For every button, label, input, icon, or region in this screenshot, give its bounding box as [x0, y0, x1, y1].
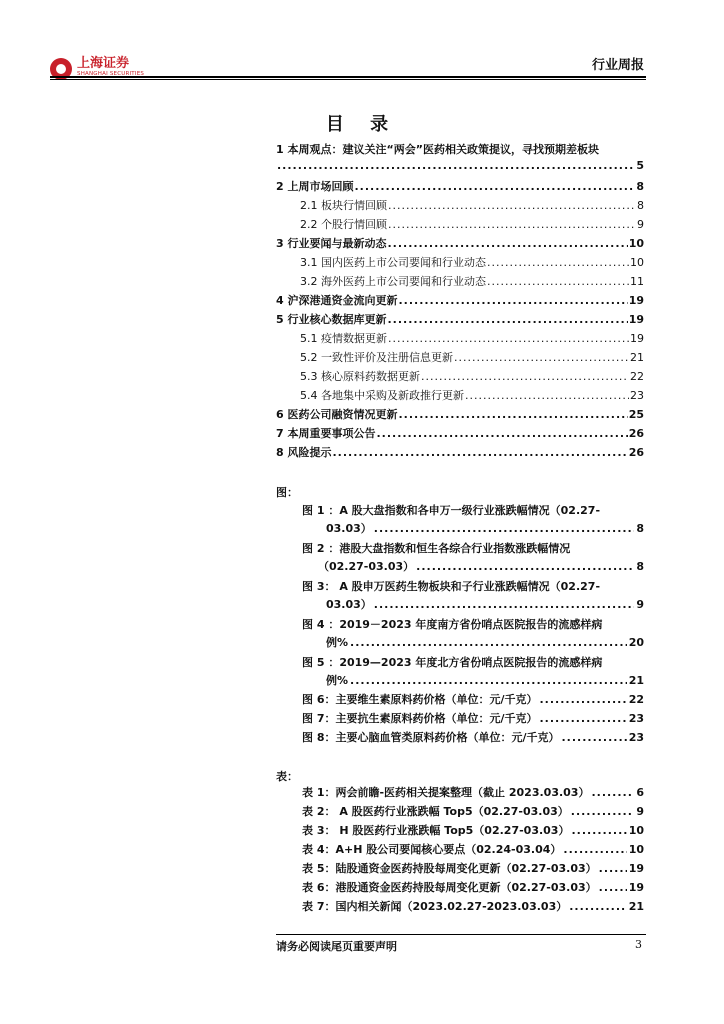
leader-dots	[563, 843, 626, 856]
toc-entry-label: 5.4 各地集中采购及新政推行更新	[300, 389, 464, 402]
figure-page: 23	[628, 731, 644, 744]
table-label: 表 7：国内相关新闻（2023.02.27-2023.03.03）	[302, 900, 568, 913]
table-entry[interactable]	[302, 803, 644, 822]
toc-entry-page: 23	[630, 389, 644, 402]
toc-entry-label: 5.3 核心原料药数据更新	[300, 370, 420, 383]
toc-entry-label: 7 本周重要事项公告	[276, 427, 376, 440]
toc-entry-label: 3 行业要闻与最新动态	[276, 237, 387, 250]
toc-entry[interactable]	[276, 387, 644, 406]
toc-entry[interactable]	[276, 311, 644, 330]
table-label: 表 1：两会前瞻-医药相关提案整理（截止 2023.03.03）	[302, 786, 590, 799]
leader-dots	[569, 900, 626, 913]
brand-name-en: SHANGHAI SECURITIES	[77, 71, 145, 77]
figure-page: 8	[636, 560, 644, 573]
table-page: 10	[628, 843, 644, 856]
figure-page: 9	[636, 598, 644, 611]
figure-label: 图 1 ：A 股大盘指数和各申万一级行业涨跌幅情况（02.27-	[302, 504, 601, 517]
toc-entry[interactable]	[276, 178, 644, 197]
figure-label-cont: 03.03）	[326, 598, 372, 611]
figure-entry[interactable]	[302, 501, 644, 539]
toc-entry-page: 8	[636, 180, 644, 193]
figure-entry[interactable]	[302, 539, 644, 577]
tables-heading: 表：	[276, 770, 298, 783]
toc-entry[interactable]	[276, 406, 644, 425]
leader-dots	[416, 560, 634, 573]
figure-page: 8	[636, 522, 644, 535]
leader-dots	[454, 351, 629, 364]
toc-entry[interactable]	[276, 197, 644, 216]
leader-dots	[388, 332, 629, 345]
leader-dots	[571, 805, 635, 818]
table-label: 表 6：港股通资金医药持股每周变化更新（02.27-03.03）	[302, 881, 597, 894]
toc-entry-page: 9	[637, 218, 644, 231]
figure-label-cont: 03.03）	[326, 522, 372, 535]
toc-entry-label: 5 行业核心数据库更新	[276, 313, 387, 326]
report-type: 行业周报	[591, 58, 644, 73]
figure-entry[interactable]	[302, 691, 644, 710]
toc-entry-page: 11	[630, 275, 644, 288]
table-entry[interactable]	[302, 860, 644, 879]
table-page: 19	[628, 881, 644, 894]
leader-dots	[599, 862, 627, 875]
leader-dots	[487, 256, 629, 269]
table-entry[interactable]	[302, 822, 644, 841]
toc-entry-page: 19	[628, 313, 644, 326]
brand-logo	[50, 56, 144, 86]
leader-dots	[487, 275, 629, 288]
table-page: 19	[628, 862, 644, 875]
leader-dots	[332, 446, 627, 459]
leader-dots	[591, 786, 634, 799]
table-of-contents	[276, 140, 644, 463]
toc-entry-label: 5.1 疫情数据更新	[300, 332, 387, 345]
toc-entry-page: 25	[628, 408, 644, 421]
toc-entry[interactable]	[276, 425, 644, 444]
toc-entry-label: 2 上周市场回顾	[276, 180, 354, 193]
toc-entry-label: 3.1 国内医药上市公司要闻和行业动态	[300, 256, 486, 269]
toc-entry[interactable]	[276, 254, 644, 273]
leader-dots	[540, 693, 627, 706]
leader-dots	[376, 427, 627, 440]
table-label: 表 2： A 股医药行业涨跌幅 Top5（02.27-03.03）	[302, 805, 569, 818]
figure-entry[interactable]	[302, 577, 644, 615]
toc-entry-label: 1 本周观点：建议关注“两会”医药相关政策提议，寻找预期差板块	[276, 143, 599, 156]
toc-entry[interactable]	[276, 216, 644, 235]
figure-list	[302, 501, 644, 748]
brand-name-cn: 上海证券	[77, 56, 130, 71]
figure-label-cont: 例%	[326, 674, 349, 687]
leader-dots	[562, 731, 627, 744]
table-page: 10	[628, 824, 644, 837]
figure-page: 20	[628, 636, 644, 649]
header-rule-thin	[50, 79, 646, 80]
table-entry[interactable]	[302, 841, 644, 860]
figure-label: 图 2 ：港股大盘指数和恒生各综合行业指数涨跌幅情况	[302, 542, 571, 555]
leader-dots	[540, 712, 627, 725]
leader-dots	[599, 881, 627, 894]
table-entry[interactable]	[302, 898, 644, 917]
figure-label: 图 3： A 股申万医药生物板块和子行业涨跌幅情况（02.27-	[302, 580, 601, 593]
toc-entry[interactable]	[276, 273, 644, 292]
table-page: 9	[636, 805, 644, 818]
toc-entry-page: 10	[628, 237, 644, 250]
toc-entry[interactable]	[276, 444, 644, 463]
leader-dots	[571, 824, 626, 837]
figures-heading: 图：	[276, 486, 298, 499]
toc-entry-label: 4 沪深港通资金流向更新	[276, 294, 398, 307]
leader-dots	[350, 674, 627, 687]
figure-page: 22	[628, 693, 644, 706]
figure-label: 图 4 ：2019－2023 年度南方省份哨点医院报告的流感样病	[302, 618, 603, 631]
footer-rule	[276, 934, 646, 935]
toc-entry[interactable]	[276, 292, 644, 311]
figure-label: 图 8：主要心脑血管类原料药价格（单位：元/千克）	[302, 731, 560, 744]
figure-page: 21	[628, 674, 644, 687]
leader-dots	[398, 294, 627, 307]
leader-dots	[277, 159, 635, 172]
header-rule	[50, 76, 646, 78]
figure-entry[interactable]	[302, 653, 644, 691]
toc-entry-page: 26	[628, 446, 644, 459]
table-label: 表 3： H 股医药行业涨跌幅 Top5（02.27-03.03）	[302, 824, 570, 837]
figure-entry[interactable]	[302, 710, 644, 729]
toc-entry-page: 8	[637, 199, 644, 212]
toc-entry-page: 21	[630, 351, 644, 364]
toc-entry-label: 2.1 板块行情回顾	[300, 199, 387, 212]
leader-dots	[388, 199, 636, 212]
table-label: 表 4：A+H 股公司要闻核心要点（02.24-03.04）	[302, 843, 562, 856]
figure-label: 图 7：主要抗生素原料药价格（单位：元/千克）	[302, 712, 538, 725]
leader-dots	[387, 313, 627, 326]
toc-entry-page: 19	[628, 294, 644, 307]
toc-entry[interactable]	[276, 235, 644, 254]
page-title: 目 录	[325, 114, 399, 135]
figure-label: 图 5 ：2019—2023 年度北方省份哨点医院报告的流感样病	[302, 656, 603, 669]
toc-entry-label: 6 医药公司融资情况更新	[276, 408, 398, 421]
figure-label-cont: 例%	[326, 636, 349, 649]
leader-dots	[374, 598, 635, 611]
toc-entry-page: 26	[628, 427, 644, 440]
toc-entry-label: 3.2 海外医药上市公司要闻和行业动态	[300, 275, 486, 288]
leader-dots	[350, 636, 627, 649]
figure-page: 23	[628, 712, 644, 725]
figure-label: 图 6：主要维生素原料药价格（单位：元/千克）	[302, 693, 538, 706]
leader-dots	[387, 237, 627, 250]
table-list	[302, 784, 644, 917]
toc-entry-page: 19	[630, 332, 644, 345]
footer-disclaimer: 请务必阅读尾页重要声明	[276, 940, 397, 953]
page-number: 3	[635, 938, 642, 951]
leader-dots	[421, 370, 629, 383]
figure-entry[interactable]	[302, 729, 644, 748]
leader-dots	[374, 522, 635, 535]
toc-entry-page: 22	[630, 370, 644, 383]
toc-entry-label: 5.2 一致性评价及注册信息更新	[300, 351, 453, 364]
table-entry[interactable]	[302, 784, 644, 803]
table-entry[interactable]	[302, 879, 644, 898]
table-page: 6	[636, 786, 644, 799]
leader-dots	[398, 408, 627, 421]
toc-entry[interactable]	[276, 368, 644, 387]
figure-entry[interactable]	[302, 615, 644, 653]
toc-entry-page: 10	[630, 256, 644, 269]
toc-entry[interactable]	[276, 140, 644, 178]
table-page: 21	[628, 900, 644, 913]
leader-dots	[388, 218, 636, 231]
toc-entry[interactable]	[276, 330, 644, 349]
leader-dots	[465, 389, 629, 402]
toc-entry-label: 2.2 个股行情回顾	[300, 218, 387, 231]
toc-entry[interactable]	[276, 349, 644, 368]
toc-entry-label: 8 风险提示	[276, 446, 332, 459]
table-label: 表 5：陆股通资金医药持股每周变化更新（02.27-03.03）	[302, 862, 597, 875]
figure-label-cont: （02.27-03.03）	[318, 560, 415, 573]
leader-dots	[354, 180, 635, 193]
toc-entry-page: 5	[636, 159, 644, 172]
